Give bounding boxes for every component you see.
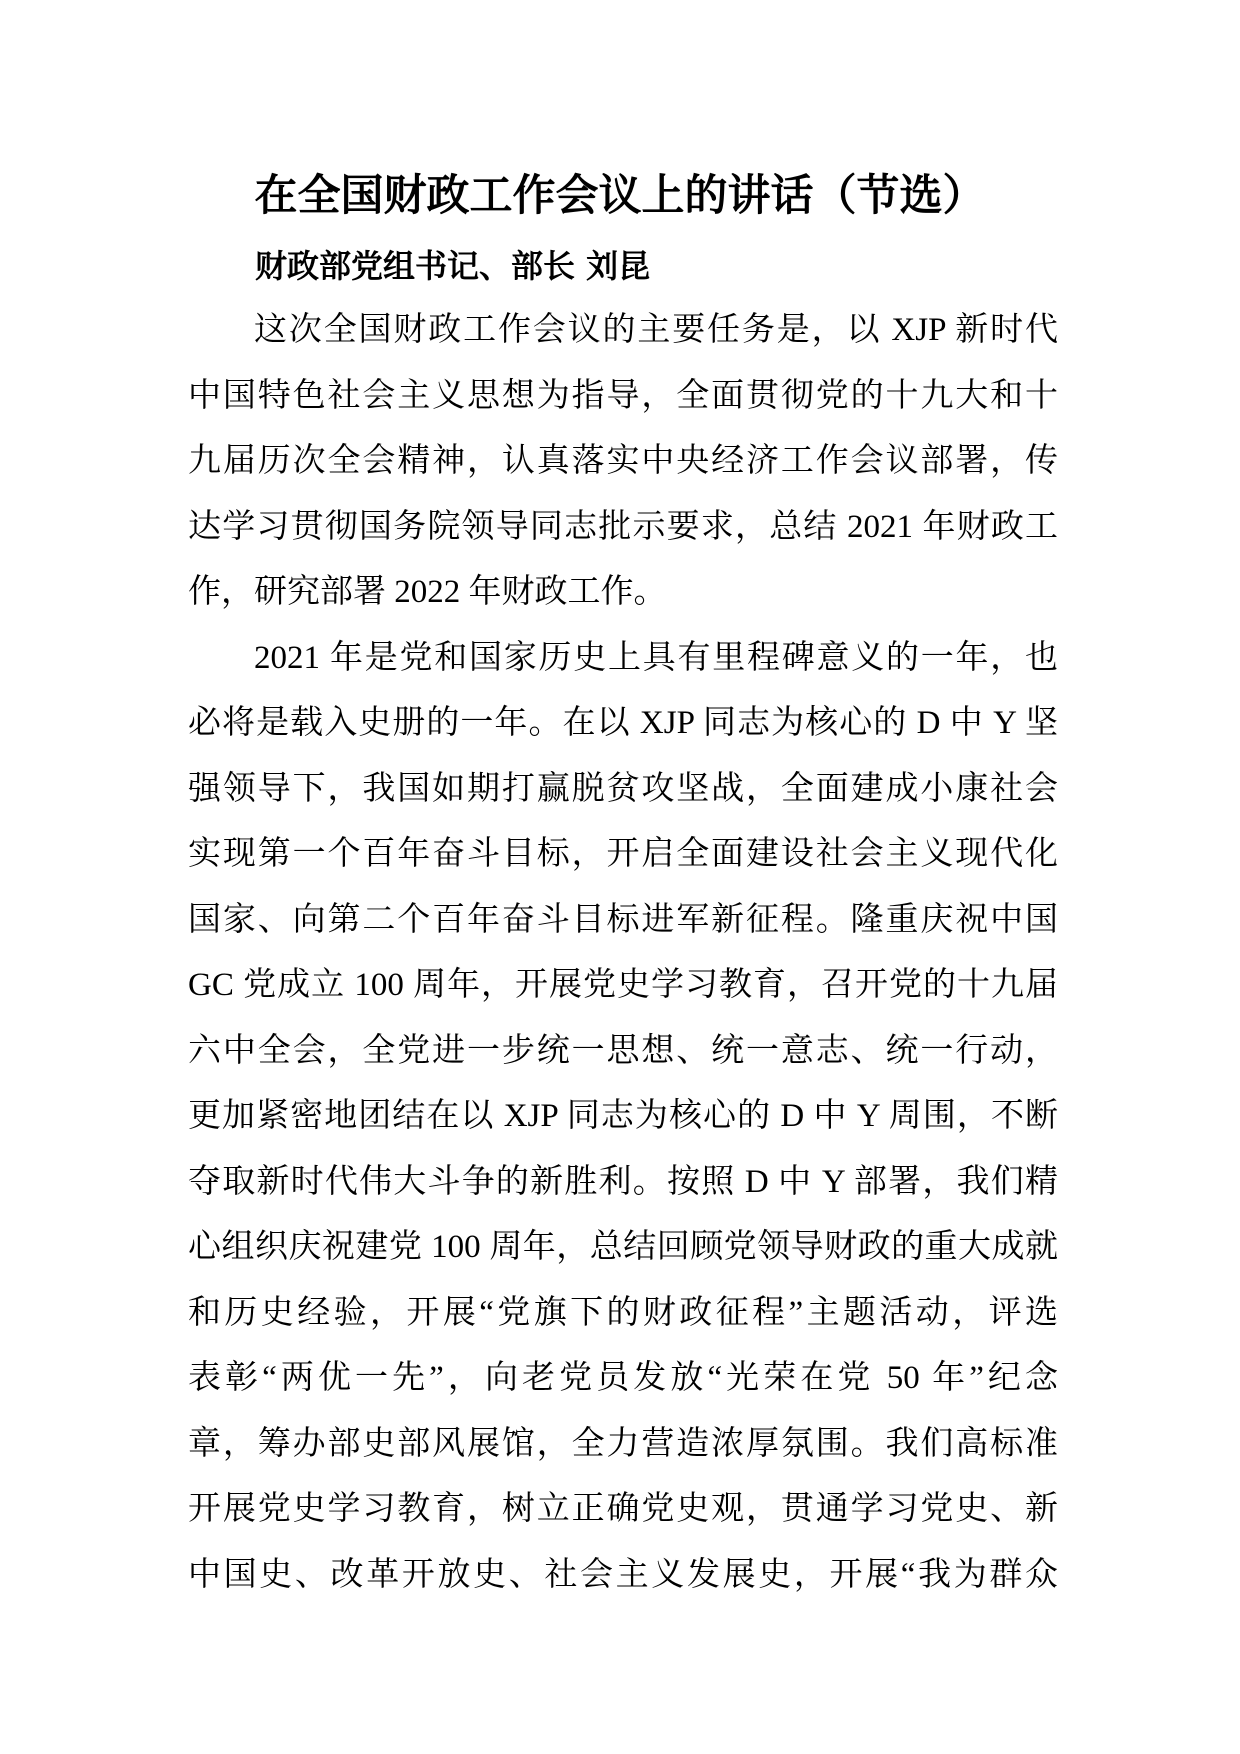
text-line: 章，筹办部史部风展馆，全力营造浓厚氛围。我们高标准 [188,1425,1058,1462]
text-line: 九届历次全会精神，认真落实中央经济工作会议部署，传 [188,443,1058,479]
text-line: 中国史、改革开放史、社会主义发展史，开展“我为群众 [188,1556,1058,1593]
document-body [188,298,1058,1608]
text-line: 夺取新时代伟大斗争的新胜利。按照 D 中 Y 部署，我们精 [188,1163,1058,1200]
paragraph-1 [188,298,1058,626]
text-line: 必将是载入史册的一年。在以 XJP 同志为核心的 D 中 Y 坚 [188,705,1058,741]
text-line: 2021 年是党和国家历史上具有里程碑意义的一年，也 [254,639,1058,676]
text-line: 和历史经验，开展“党旗下的财政征程”主题活动，评选 [188,1294,1058,1331]
text-line: 表彰“两优一先”，向老党员发放“光荣在党 50 年”纪念 [188,1360,1058,1396]
text-line: 中国特色社会主义思想为指导，全面贯彻党的十九大和十 [188,377,1058,414]
text-line: 这次全国财政工作会议的主要任务是，以 XJP 新时代 [254,312,1058,348]
text-line: 强领导下，我国如期打赢脱贫攻坚战，全面建成小康社会 [188,770,1058,807]
text-line: 实现第一个百年奋斗目标，开启全面建设社会主义现代化 [188,836,1058,872]
author-line: 财政部党组书记、部长 刘昆 [255,247,651,285]
text-line: GC 党成立 100 周年，开展党史学习教育，召开党的十九届 [188,967,1058,1003]
text-line: 六中全会，全党进一步统一思想、统一意志、统一行动， [188,1032,1058,1069]
text-line: 国家、向第二个百年奋斗目标进军新征程。隆重庆祝中国 [188,901,1058,938]
text-line: 心组织庆祝建党 100 周年，总结回顾党领导财政的重大成就 [188,1229,1058,1265]
text-line: 更加紧密地团结在以 XJP 同志为核心的 D 中 Y 周围，不断 [188,1098,1058,1134]
paragraph-2 [188,626,1058,1609]
text-line: 开展党史学习教育，树立正确党史观，贯通学习党史、新 [188,1491,1058,1527]
text-line: 达学习贯彻国务院领导同志批示要求，总结 2021 年财政工 [188,508,1058,545]
document-title: 在全国财政工作会议上的讲话（节选） [254,171,986,221]
text-line: 作，研究部署 2022 年财政工作。 [188,574,667,610]
